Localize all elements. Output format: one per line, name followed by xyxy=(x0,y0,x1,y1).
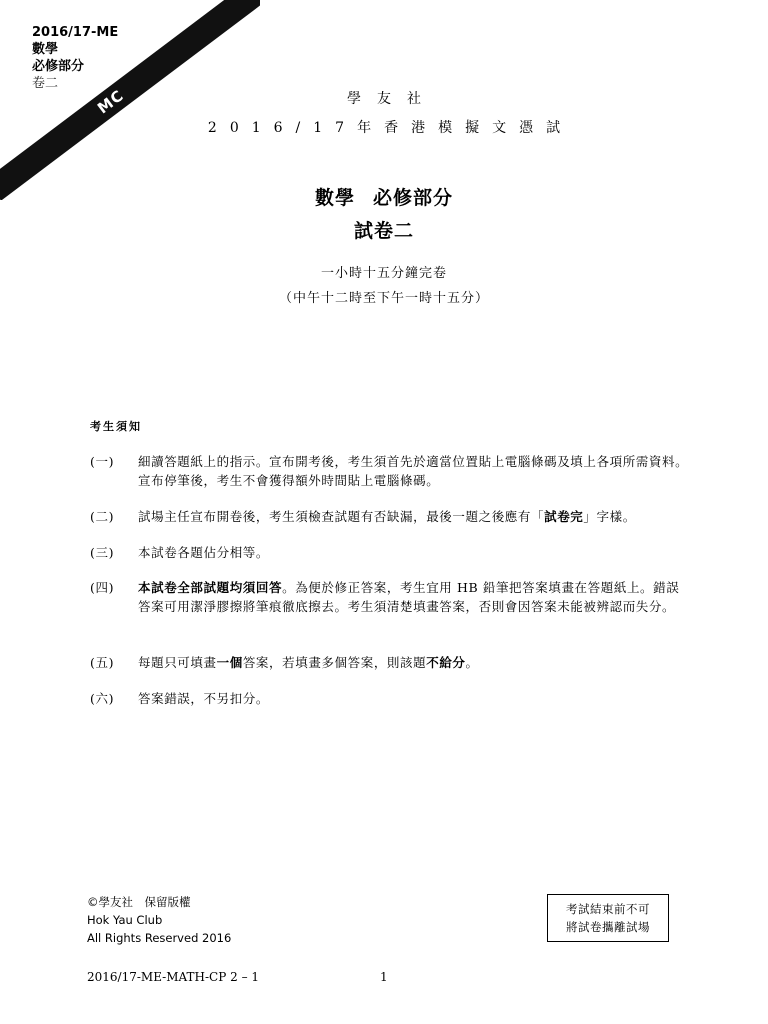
instruction-text xyxy=(138,543,690,562)
notice-box-line: 考試結束前不可 xyxy=(566,902,650,916)
instruction-text xyxy=(138,452,690,490)
instruction-text-part: 答案錯誤，不另扣分。 xyxy=(138,691,270,706)
instruction-text-part: 。為便於修正答案，考生宜用 HB 鉛筆把答案填畫在答題紙上。錯誤答案可用潔淨膠擦將筆痕徹底擦去。考生須清楚填畫答案，否則會因答案未能被辨認而失分。 xyxy=(138,580,680,614)
subject-title xyxy=(0,183,768,210)
copyright-zh: ©學友社 保留版權 xyxy=(87,895,191,909)
instruction-number: (六) xyxy=(90,691,115,706)
instruction-text xyxy=(138,507,690,526)
instruction-number: (二) xyxy=(90,509,115,524)
copyright-rights: All Rights Reserved 2016 xyxy=(87,931,232,945)
notice-box-line: 將試卷攜離試場 xyxy=(566,920,650,934)
paper-title: 試卷二 xyxy=(353,220,414,242)
instruction-text-part: 本試卷各題佔分相等。 xyxy=(138,545,270,560)
instruction-text xyxy=(138,689,690,708)
banner-label: MC xyxy=(94,86,128,118)
page-number: 1 xyxy=(380,970,388,984)
exam-duration: 一小時十五分鐘完卷 xyxy=(320,266,447,281)
instruction-text xyxy=(138,653,690,672)
instruction-text-part: 試場主任宣布開卷後，考生須檢查試題有否缺漏，最後一題之後應有「 xyxy=(138,509,545,524)
paper-short: 卷二 xyxy=(32,76,59,91)
subject-name: 數學 xyxy=(314,187,355,209)
instruction-text-part: 答案，若填畫多個答案，則該題 xyxy=(242,655,427,670)
instruction-text-part: 細讀答題紙上的指示。宣布開考後，考生須首先於適當位置貼上電腦條碼及填上各項所需資料。宣布停筆後，考生不會獲得額外時間貼上電腦條碼。 xyxy=(138,454,689,488)
instruction-text xyxy=(138,578,690,616)
instruction-emphasis: 不給分 xyxy=(426,655,466,670)
copyright-block xyxy=(87,893,231,947)
section-short: 必修部分 xyxy=(32,59,85,74)
instructions-heading: 考生須知 xyxy=(90,420,142,433)
instruction-number: (五) xyxy=(90,655,115,670)
copyright-org: Hok Yau Club xyxy=(87,913,163,927)
instruction-number: (四) xyxy=(90,580,115,595)
section-name: 必修部分 xyxy=(373,187,454,209)
instruction-text-part: 每題只可填畫 xyxy=(138,655,217,670)
instruction-text-part: 。 xyxy=(465,655,479,670)
instruction-emphasis: 試卷完 xyxy=(544,509,584,524)
exam-code: 2016/17-ME xyxy=(32,25,119,40)
exam-name: 2016/17年香港模擬文憑試 xyxy=(207,120,574,136)
exam-notice-box xyxy=(547,894,669,942)
instruction-emphasis: 本試卷全部試題均須回答 xyxy=(138,580,283,595)
subject-short: 數學 xyxy=(32,42,59,57)
instruction-emphasis: 一個 xyxy=(216,655,243,670)
instruction-number: (三) xyxy=(90,545,115,560)
instruction-number: (一) xyxy=(90,454,115,469)
publisher-name: 學友社 xyxy=(347,91,437,107)
instruction-text-part: 」字樣。 xyxy=(583,509,636,524)
exam-time-range: （中午十二時至下午一時十五分） xyxy=(278,291,489,306)
footer-paper-code: 2016/17-ME-MATH-CP 2 – 1 xyxy=(87,970,260,984)
